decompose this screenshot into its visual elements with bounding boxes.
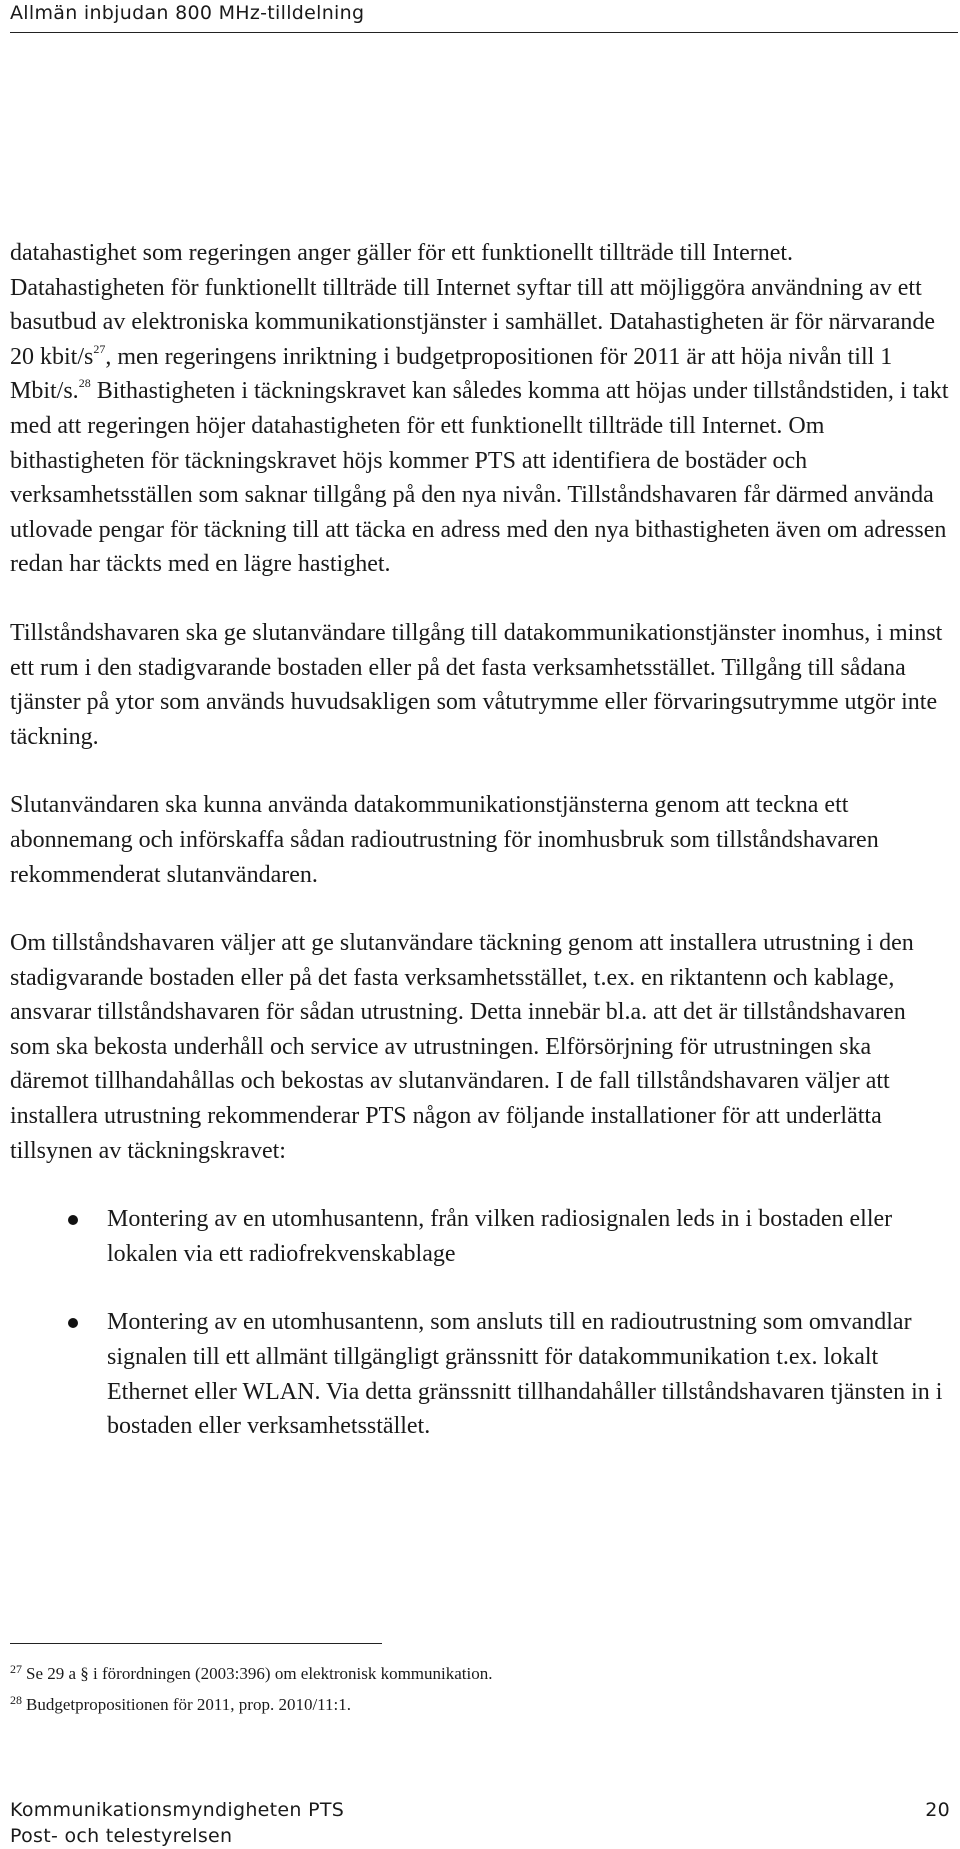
installation-list <box>10 1202 950 1444</box>
footnote-ref-27[interactable]: 27 <box>93 341 106 356</box>
bullet-icon <box>68 1215 78 1225</box>
document-title: Allmän inbjudan 800 MHz-tilldelning <box>10 2 365 24</box>
paragraph-3: Slutanvändaren ska kunna använda datakommunikationstjänsterna genom att teckna ett abonnemang och införskaffa sådan radioutrustning för inomhusbruk som tillståndshavaren rekommenderat slutanvändaren. <box>10 792 879 888</box>
list-item <box>10 1202 950 1271</box>
footnote-text: Budgetpropositionen för 2011, prop. 2010/11:1. <box>26 1695 352 1714</box>
paragraph-2: Tillståndshavaren ska ge slutanvändare tillgång till datakommunikationstjänster inomhus, i minst ett rum i den stadigvarande bostaden eller på det fasta verksamhetsstället. Tillgång till sådana tjänster på ytor som används huvudsakligen som våtutrymme eller förvaringsutrymme utgör inte täckning. <box>10 619 943 750</box>
list-item-text: Montering av en utomhusantenn, som ansluts till en radioutrustning som omvandlar signalen till ett allmänt tillgängligt gränssnitt för datakommunikation t.ex. lokalt Ethernet eller WLAN. Via detta gränssnitt tillhandahåller tillståndshavaren tjänsten in i bostaden eller verksamhetsstället. <box>107 1309 943 1440</box>
footnote-number: 28 <box>10 1693 22 1707</box>
paragraph-4: Om tillståndshavaren väljer att ge slutanvändare täckning genom att installera utrustning i den stadigvarande bostaden eller på det fasta verksamhetsstället, t.ex. en riktantenn och kablage, ansvarar tillståndshavaren för sådan utrustning. Detta innebär bl.a. att det är tillståndshavaren som ska bekosta underhåll och service av utrustningen. Elförsörjning för utrustningen ska däremot tillhandahållas och bekostas av slutanvändaren. I de fall tillståndshavaren väljer att installera utrustning rekommenderar PTS någon av följande installationer för att underlätta tillsynen av täckningskravet: <box>10 930 914 1164</box>
list-item <box>10 1305 950 1443</box>
footnote-28 <box>10 1687 910 1718</box>
footnotes <box>10 1656 910 1718</box>
paragraph-1-part-a: datahastighet som regeringen anger gäller för ett funktionellt tillträde till Internet. Datahastigheten för funktionellt tillträde till Internet syftar till att möjliggöra användning av ett basutbud av elektroniska kommunikationstjänster i samhället. Datahastigheten är för närvarande 20 kbit/s <box>10 240 936 370</box>
footnote-divider <box>10 1643 382 1644</box>
paragraph-1-part-b: , men regeringens inriktning i budgetpropositionen för 2011 är att höja nivån till 1 Mbit/s. <box>10 343 893 405</box>
paragraph-1 <box>10 236 950 582</box>
footer-organization-sub: Post- och telestyrelsen <box>10 1825 233 1847</box>
bullet-icon <box>68 1318 78 1328</box>
running-header <box>10 0 958 33</box>
footnote-ref-28[interactable]: 28 <box>78 376 91 391</box>
footer-organization: Kommunikationsmyndigheten PTS <box>10 1799 345 1821</box>
paragraph-1-part-c: Bithastigheten i täckningskravet kan således komma att höjas under tillståndstiden, i takt med att regeringen höjer datahastigheten för ett funktionellt tillträde till Internet. Om bithastigheten för täckningskravet höjs kommer PTS att identifiera de bostäder och verksamhetsställen som saknar tillgång på den nya nivån. Tillståndshavaren får därmed använda utlovade pengar för täckning till att täcka en adress med den nya bithastigheten även om adressen redan har täckts med en lägre hastighet. <box>10 378 949 578</box>
page-number: 20 <box>925 1799 950 1821</box>
footnote-27 <box>10 1656 910 1687</box>
footnote-text: Se 29 a § i förordningen (2003:396) om elektronisk kommunikation. <box>26 1664 493 1683</box>
page-footer <box>10 1797 950 1849</box>
body-text <box>10 236 950 1478</box>
footnote-number: 27 <box>10 1662 22 1676</box>
list-item-text: Montering av en utomhusantenn, från vilken radiosignalen leds in i bostaden eller lokalen via ett radiofrekvenskablage <box>107 1206 893 1267</box>
